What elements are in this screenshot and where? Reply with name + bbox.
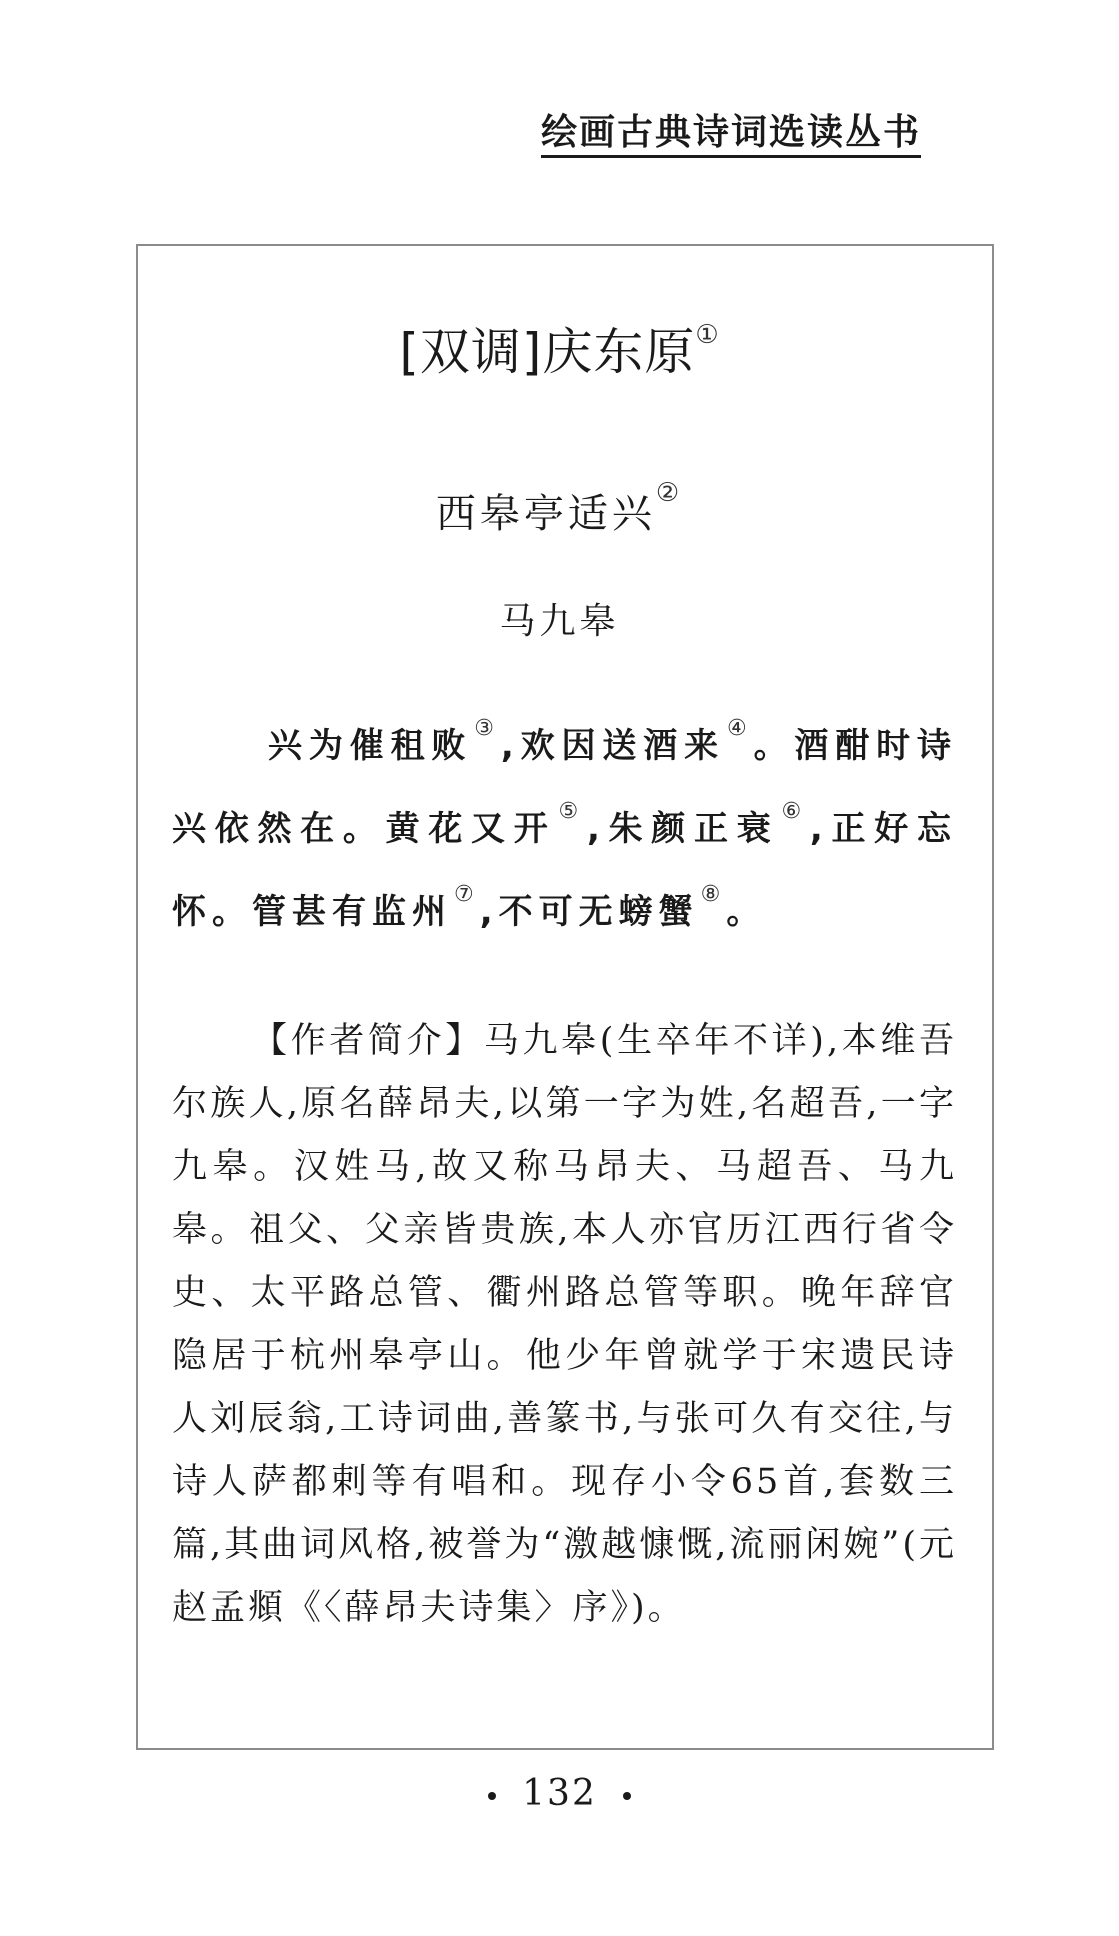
footnote-marker: ③ [474,716,501,741]
series-title: 绘画古典诗词选读丛书 [541,112,921,158]
footnote-marker: ⑤ [558,799,587,824]
bullet-dot-icon [623,1792,631,1800]
intro-text: 马九皋(生卒年不详),本维吾尔族人,原名薛昂夫,以第一字为姓,名超吾,一字九皋。汉姓马,故又称马昂夫、马超吾、马九皋。祖父、父亲皆贵族,本人亦官历江西行省令史、太平路总管、衢州路总管等职。晚年辞官隐居于杭州皋亭山。他少年曾就学于宋遗民诗人刘辰翁,工诗词曲,善篆书,与张可久有交往,与诗人萨都剌等有唱和。现存小令65首,套数三篇,其曲词风格,被誉为“激越慷慨,流丽闲婉”(元赵孟頫《〈薛昂夫诗集〉序》)。 [172,1021,957,1628]
poem-subtitle-text: 西皋亭适兴 [435,491,656,537]
poem-author: 马九皋 [499,601,620,642]
poem-segment: 。酒酣时诗兴依然在。黄花又开 [172,726,957,849]
footnote-marker: ② [655,478,684,508]
intro-label: 【作者简介】 [252,1021,484,1061]
poem-segment: ,朱颜正衰 [586,809,780,849]
footnote-marker: ① [695,320,720,350]
poem-subtitle [0,478,1119,538]
author-intro [172,1010,957,1640]
poem-title [0,320,1119,382]
footnote-marker: ⑧ [700,882,727,907]
poem-segment: 。 [726,892,767,932]
poem-body [172,696,957,945]
poem-segment: ,正好忘怀。管甚有监州 [172,809,957,932]
poem-segment: ,欢因送酒来 [500,726,725,766]
footnote-marker: ④ [726,716,754,741]
footnote-marker: ⑦ [454,882,480,907]
page-number [0,1773,1119,1814]
bullet-dot-icon [488,1792,496,1800]
poem-segment: ,不可无螃蟹 [479,892,699,932]
page-number-text: 132 [522,1773,597,1814]
footnote-marker: ⑥ [781,799,810,824]
poem-title-text: [双调]庆东原 [399,323,696,381]
poem-segment: 兴为催租败 [268,726,473,766]
